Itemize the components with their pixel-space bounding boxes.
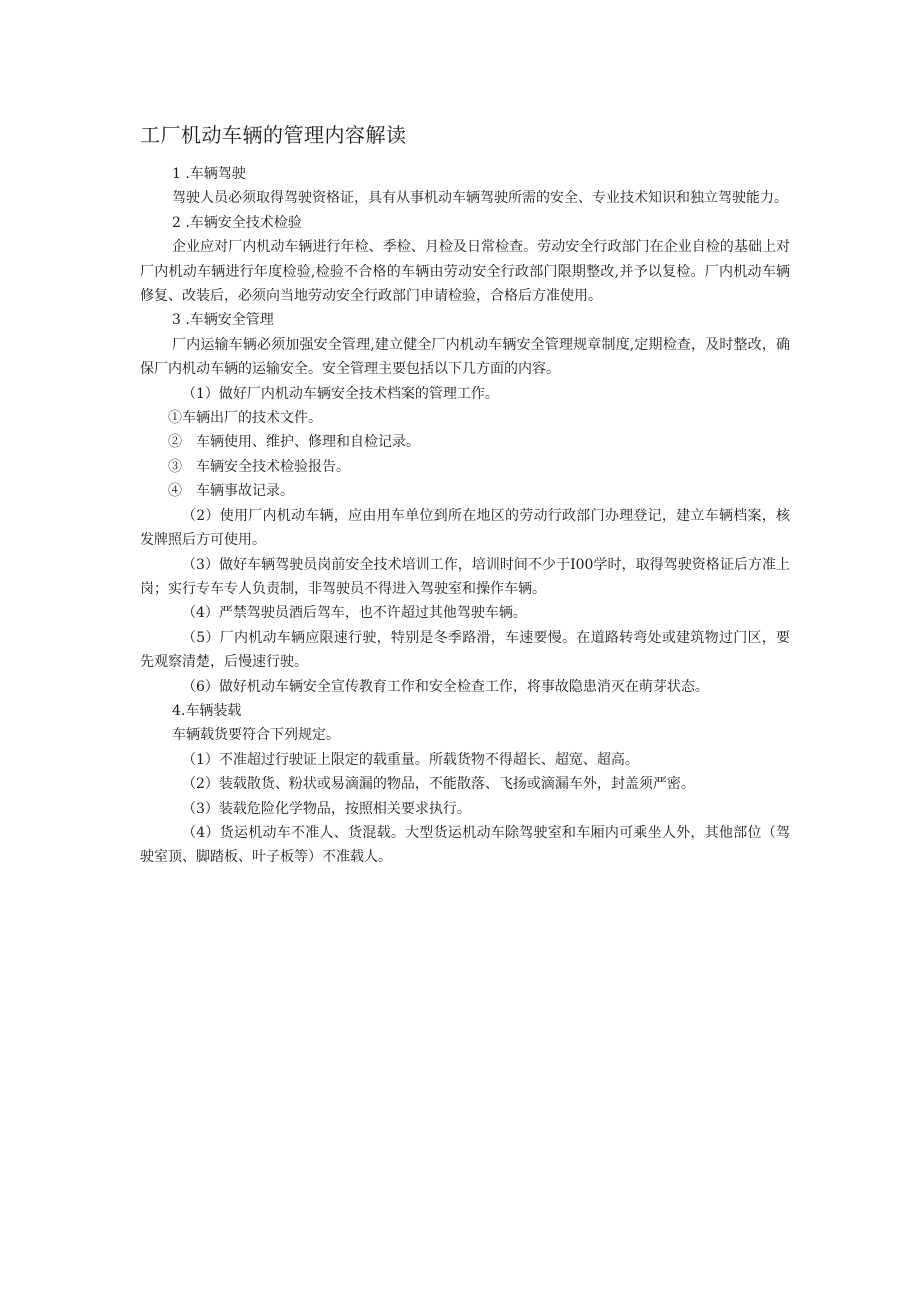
section-heading-safety-management: 3 .车辆安全管理: [172, 312, 274, 329]
paragraph: 企业应对厂内机动车辆进行年检、季检、月检及日常检查。劳动安全行政部门在企业自检的基础上对厂内机动车辆进行年度检验,检验不合格的车辆由劳动安全行政部门限期整改,并予以复检。厂内机动车辆修复、改装后，必须向当地劳动安全行政部门申请检验，合格后方准使用。: [140, 239, 790, 305]
list-item: （4）严禁驾驶员酒后驾车，也不许超过其他驾驶车辆。: [182, 605, 527, 622]
list-item: （3）装载危险化学物品，按照相关要求执行。: [182, 800, 471, 817]
paragraph: 车辆载货要符合下列规定。: [172, 727, 340, 744]
document-title: 工厂机动车辆的管理内容解读: [140, 123, 407, 147]
list-item: （1）做好厂内机动车辆安全技术档案的管理工作。: [182, 385, 499, 402]
list-item: （5）厂内机动车辆应限速行驶，特别是冬季路滑，车速要慢。在道路转弯处或建筑物过门区，要先观察清楚，后慢速行驶。: [140, 629, 790, 671]
section-heading-driving: 1 .车辆驾驶: [172, 166, 246, 182]
paragraph: 驾驶人员必须取得驾驶资格证，具有从事机动车辆驾驶所需的安全、专业技术知识和独立驾驶能力。: [172, 190, 788, 207]
list-item: （2）装载散货、粉状或易滴漏的物品，不能散落、飞扬或滴漏车外，封盖须严密。: [182, 776, 695, 793]
sub-list-item: ④ 车辆事故记录。: [168, 483, 294, 500]
section-heading-loading: 4.车辆装载: [172, 702, 242, 719]
list-item: （1）不准超过行驶证上限定的载重量。所载货物不得超长、超宽、超高。: [182, 751, 639, 768]
document-body: [140, 162, 790, 870]
document-page: [140, 120, 790, 870]
paragraph: 厂内运输车辆必须加强安全管理,建立健全厂内机动车辆安全管理规章制度,定期检查，及时整改，确保厂内机动车辆的运输安全。安全管理主要包括以下几方面的内容。: [140, 336, 790, 378]
section-heading-inspection: 2 .车辆安全技术检验: [172, 214, 302, 231]
list-item: （3）做好车辆驾驶员岗前安全技术培训工作，培训时间不少于I00学时，取得驾驶资格证后方准上岗；实行专车专人负责制，非驾驶员不得进入驾驶室和操作车辆。: [140, 556, 790, 597]
list-item: （4）货运机动车不准人、货混载。大型货运机动车除驾驶室和车厢内可乘坐人外，其他部位（驾驶室顶、脚踏板、叶子板等）不准载人。: [140, 824, 790, 866]
list-item: （6）做好机动车辆安全宣传教育工作和安全检查工作，将事故隐患消灭在萌芽状态。: [182, 678, 709, 695]
sub-list-item: ①车辆出厂的技术文件。: [168, 410, 322, 427]
list-item: （2）使用厂内机动车辆，应由用车单位到所在地区的劳动行政部门办理登记，建立车辆档案，核发牌照后方可使用。: [140, 507, 790, 549]
sub-list-item: ③ 车辆安全技术检验报告。: [168, 458, 350, 475]
sub-list-item: ② 车辆使用、维护、修理和自检记录。: [168, 434, 420, 451]
